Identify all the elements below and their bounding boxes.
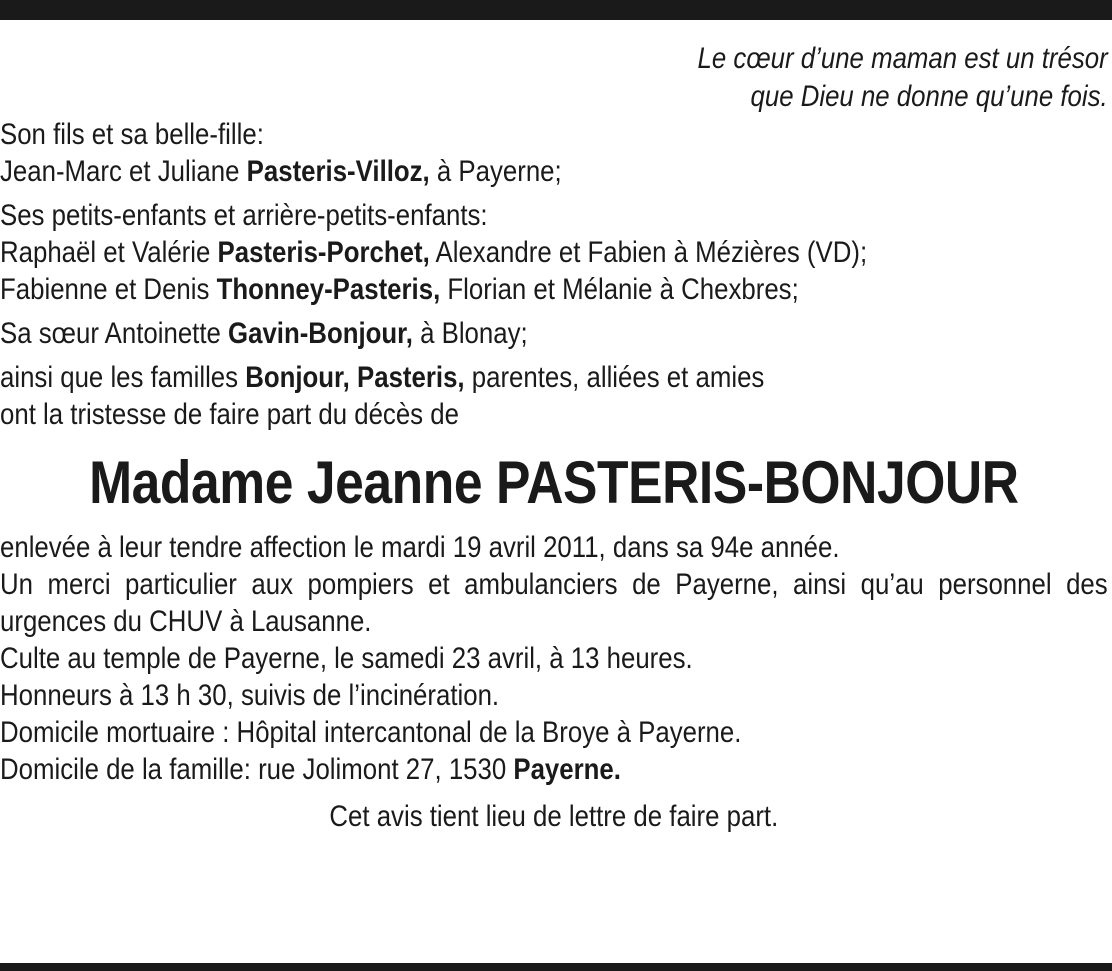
home-city: Payerne.	[513, 753, 621, 786]
thanks-paragraph: Un merci particulier aux pompiers et ambulanciers de Payerne, ainsi qu’au personnel des urgences du CHUV à Lausanne.	[0, 568, 1108, 638]
sister-line	[0, 315, 1108, 352]
families-prefix: ainsi que les familles	[0, 361, 246, 394]
home-prefix: Domicile de la famille: rue Jolimont 27, 1530	[0, 753, 514, 786]
families-names: Bonjour, Pasteris,	[245, 361, 465, 394]
announce-line: ont la tristesse de faire part du décès de	[0, 398, 459, 431]
home-line	[0, 751, 1108, 788]
son-prefix: Jean-Marc et Juliane	[0, 155, 247, 188]
grand2-prefix: Fabienne et Denis	[0, 273, 217, 306]
epigraph	[0, 40, 1108, 116]
son-block	[0, 116, 1108, 190]
grandchildren-block	[0, 197, 1108, 308]
grandchildren-line-2	[0, 271, 1108, 308]
grandchildren-line-1	[0, 234, 1108, 271]
grand1-prefix: Raphaël et Valérie	[0, 236, 218, 269]
sister-suffix: à Blonay;	[412, 317, 528, 350]
grand1-suffix: Alexandre et Fabien à Mézières (VD);	[429, 236, 868, 269]
son-line	[0, 153, 1108, 190]
mortuary-line: Domicile mortuaire : Hôpital intercantonal de la Broye à Payerne.	[0, 716, 742, 749]
families-block	[0, 359, 1108, 433]
honours-line: Honneurs à 13 h 30, suivis de l’incinération.	[0, 679, 500, 712]
son-suffix: à Payerne;	[429, 155, 562, 188]
son-heading: Son fils et sa belle-fille:	[0, 118, 264, 151]
obituary-notice	[0, 40, 1108, 835]
families-line	[0, 359, 1108, 396]
grand2-suffix: Florian et Mélanie à Chexbres;	[440, 273, 799, 306]
epigraph-line-1: Le cœur d’une maman est un trésor	[697, 42, 1108, 75]
sister-block	[0, 315, 1108, 352]
bottom-border-rule	[0, 963, 1112, 971]
details-block	[0, 529, 1108, 788]
deceased-name: Madame Jeanne PASTERIS-BONJOUR	[89, 449, 1019, 516]
sister-prefix: Sa sœur Antoinette	[0, 317, 229, 350]
grandchildren-heading: Ses petits-enfants et arrière-petits-enfants:	[0, 199, 488, 232]
grand1-name: Pasteris-Porchet,	[217, 236, 430, 269]
son-name: Pasteris-Villoz,	[246, 155, 430, 188]
service-line: Culte au temple de Payerne, le samedi 23 avril, à 13 heures.	[0, 642, 693, 675]
top-border-rule	[0, 0, 1112, 20]
grand2-name: Thonney-Pasteris,	[216, 273, 441, 306]
notice-line: Cet avis tient lieu de lettre de faire part.	[329, 800, 779, 833]
death-line: enlevée à leur tendre affection le mardi 19 avril 2011, dans sa 94e année.	[0, 531, 840, 564]
obituary-text	[0, 40, 1108, 835]
sister-name: Gavin-Bonjour,	[228, 317, 413, 350]
epigraph-line-2: que Dieu ne donne qu’une fois.	[750, 80, 1108, 113]
families-suffix: parentes, alliées et amies	[464, 361, 765, 394]
